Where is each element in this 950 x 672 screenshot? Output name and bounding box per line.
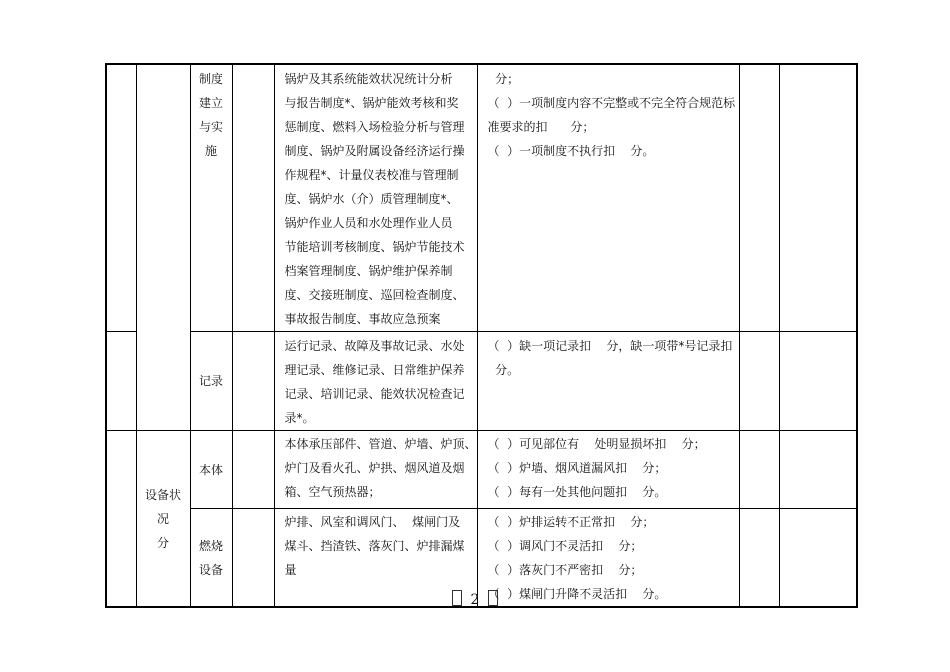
policy-content-line: 度、交接班制度、巡回检查制度、 bbox=[284, 288, 465, 302]
evaluation-table bbox=[105, 63, 858, 608]
policy-criteria-line: （ ）一项制度不执行扣 分。 bbox=[487, 144, 655, 158]
policy-content-line: 锅炉及其系统能效状况统计分析 bbox=[284, 72, 453, 86]
body-criteria-line: （ ）每有一处其他问题扣 分。 bbox=[487, 485, 667, 499]
body-criteria-line: （ ）炉墙、烟风道漏风扣 分； bbox=[487, 461, 667, 475]
equipment-group-line: 分 bbox=[156, 535, 169, 550]
equipment-group-cell bbox=[136, 431, 190, 608]
combustion-content-line: 炉排、风室和调风门、 煤闸门及 bbox=[284, 515, 461, 529]
col-a-cell bbox=[106, 332, 136, 431]
policy-category-line: 制度 bbox=[198, 72, 223, 86]
records-criteria-line: 分。 bbox=[487, 363, 520, 377]
policy-content-line: 锅炉作业人员和水处理作业人员 bbox=[284, 216, 453, 230]
combustion-content-line: 量 bbox=[284, 563, 297, 577]
records-row bbox=[106, 332, 857, 431]
policy-extra2-cell bbox=[779, 64, 857, 332]
policy-row bbox=[106, 64, 857, 332]
policy-criteria-cell bbox=[477, 64, 739, 332]
combustion-criteria-line: （ ）煤闸门升降不灵活扣 分。 bbox=[487, 587, 667, 601]
col-a-cell bbox=[106, 64, 136, 332]
policy-content-line: 档案管理制度、锅炉维护保养制 bbox=[284, 264, 453, 278]
combustion-category-line: 设备 bbox=[198, 562, 223, 577]
page-number: 2 bbox=[470, 592, 480, 608]
body-extra1-cell bbox=[739, 431, 779, 509]
policy-content-line: 节能培训考核制度、锅炉节能技术 bbox=[284, 240, 465, 254]
policy-category-line: 施 bbox=[204, 144, 217, 158]
combustion-criteria-line: （ ）落灰门不严密扣 分； bbox=[487, 563, 643, 577]
policy-score-cell bbox=[232, 64, 274, 332]
records-extra1-cell bbox=[739, 332, 779, 431]
records-content-line: 理记录、维修记录、日常维护保养 bbox=[284, 363, 465, 377]
policy-content-cell bbox=[274, 64, 477, 332]
records-category-label: 记录 bbox=[198, 374, 223, 388]
policy-content-line: 度、锅炉水（介）质管理制度*、 bbox=[284, 192, 459, 206]
policy-content-line: 事故报告制度、事故应急预案 bbox=[284, 312, 441, 326]
policy-content-line: 惩制度、燃料入场检验分析与管理 bbox=[284, 120, 465, 134]
equipment-group-line: 况 bbox=[156, 511, 169, 526]
col-b-cell bbox=[136, 64, 190, 431]
body-content-line: 炉门及看火孔、炉拱、烟风道及烟 bbox=[284, 461, 465, 475]
policy-category-cell bbox=[190, 64, 232, 332]
page-footer bbox=[0, 590, 950, 608]
combustion-content-line: 煤斗、挡渣铁、落灰门、炉排漏煤 bbox=[284, 539, 465, 553]
body-score-cell bbox=[232, 431, 274, 509]
records-criteria-line: （ ）缺一项记录扣 分，缺一项带*号记录扣 bbox=[487, 339, 733, 353]
policy-criteria-line: （ ）一项制度内容不完整或不完全符合规范标 bbox=[487, 96, 736, 110]
body-category-cell bbox=[190, 431, 232, 509]
policy-category-line: 与实 bbox=[198, 120, 223, 134]
body-content-cell bbox=[274, 431, 477, 509]
col-a-cell bbox=[106, 431, 136, 608]
page-bracket-left bbox=[452, 590, 462, 606]
combustion-category-line: 燃烧 bbox=[198, 538, 223, 553]
records-score-cell bbox=[232, 332, 274, 431]
body-content-line: 本体承压部件、管道、炉墙、炉顶、 bbox=[284, 437, 477, 451]
combustion-criteria-line: （ ）炉排运转不正常扣 分； bbox=[487, 515, 655, 529]
records-criteria-cell bbox=[477, 332, 739, 431]
body-criteria-line: （ ）可见部位有 处明显损坏扣 分； bbox=[487, 437, 706, 451]
records-extra2-cell bbox=[779, 332, 857, 431]
records-content-line: 运行记录、故障及事故记录、水处 bbox=[284, 339, 465, 353]
body-extra2-cell bbox=[779, 431, 857, 509]
policy-content-line: 制度、锅炉及附属设备经济运行操 bbox=[284, 144, 465, 158]
policy-category-line: 建立 bbox=[198, 96, 223, 110]
records-category-cell bbox=[190, 332, 232, 431]
records-content-cell bbox=[274, 332, 477, 431]
policy-criteria-line: 分； bbox=[487, 72, 520, 86]
combustion-criteria-line: （ ）调风门不灵活扣 分； bbox=[487, 539, 643, 553]
page-bracket-right bbox=[488, 590, 498, 606]
policy-content-line: 作规程*、计量仪表校准与管理制 bbox=[284, 168, 459, 182]
body-criteria-cell bbox=[477, 431, 739, 509]
records-content-line: 录*。 bbox=[284, 411, 315, 425]
records-content-line: 记录、培训记录、能效状况检查记 bbox=[284, 387, 465, 401]
body-content-line: 箱、空气预热器； bbox=[284, 485, 381, 499]
body-row bbox=[106, 431, 857, 509]
policy-criteria-line: 准要求的扣 分； bbox=[487, 120, 595, 134]
policy-content-line: 与报告制度*、锅炉能效考核和奖 bbox=[284, 96, 459, 110]
policy-extra1-cell bbox=[739, 64, 779, 332]
equipment-group-line: 设备状 bbox=[144, 487, 181, 502]
body-category-label: 本体 bbox=[198, 462, 223, 477]
